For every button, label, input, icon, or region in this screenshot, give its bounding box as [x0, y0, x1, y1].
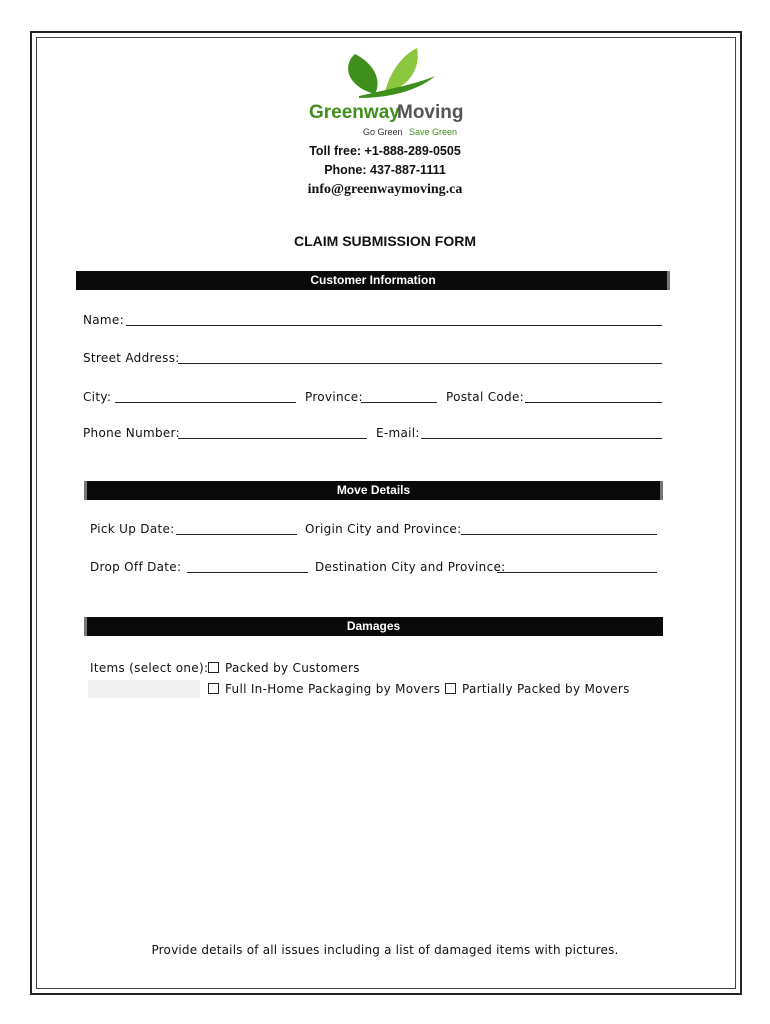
- name-field[interactable]: [126, 325, 662, 326]
- header-edge: [667, 271, 670, 290]
- pickup-date-label: Pick Up Date:: [90, 522, 175, 536]
- destination-field[interactable]: [497, 572, 657, 573]
- greenway-logo: [305, 46, 470, 141]
- checkbox-icon[interactable]: [208, 683, 219, 694]
- phone-number: Phone: 437-887-1111: [324, 163, 446, 177]
- phone-number-field[interactable]: [178, 438, 367, 439]
- dropoff-date-field[interactable]: [187, 572, 308, 573]
- move-details-header-text: Move Details: [336, 483, 411, 497]
- street-address-field[interactable]: [178, 363, 662, 364]
- toll-free-number: Toll free: +1-888-289-0505: [309, 144, 461, 158]
- header-edge: [660, 481, 663, 500]
- option-partially-packed[interactable]: [445, 682, 630, 696]
- page-border-inner: [36, 37, 736, 989]
- pickup-date-field[interactable]: [176, 534, 297, 535]
- damages-header-text: Damages: [346, 619, 401, 633]
- city-label: City:: [83, 390, 112, 404]
- origin-field[interactable]: [461, 534, 657, 535]
- option-packed-by-customers[interactable]: [208, 661, 360, 675]
- street-address-label: Street Address:: [83, 351, 180, 365]
- header-edge: [84, 617, 87, 636]
- email-field[interactable]: [421, 438, 662, 439]
- option-full-in-home-packaging[interactable]: [208, 682, 440, 696]
- phone-number-label: Phone Number:: [83, 426, 180, 440]
- checkbox-icon[interactable]: [208, 662, 219, 673]
- leaf-dark-icon: [348, 54, 377, 94]
- customer-info-header: [76, 271, 670, 290]
- logo-name-part1: Greenway: [309, 102, 400, 123]
- logo-tagline-part2: Save Green: [409, 127, 458, 137]
- items-select-label: Items (select one):: [90, 661, 209, 675]
- items-label-shade: [88, 680, 200, 698]
- province-label: Province:: [305, 390, 363, 404]
- option-packed-by-customers-label: Packed by Customers: [225, 661, 360, 675]
- postal-code-label: Postal Code:: [446, 390, 524, 404]
- province-field[interactable]: [361, 402, 437, 403]
- logo-name-part2: Moving: [397, 102, 464, 123]
- postal-code-field[interactable]: [525, 402, 662, 403]
- header-edge: [84, 481, 87, 500]
- option-full-in-home-packaging-label: Full In-Home Packaging by Movers: [225, 682, 441, 696]
- dropoff-date-label: Drop Off Date:: [90, 560, 182, 574]
- move-details-header: [84, 481, 663, 500]
- form-title: CLAIM SUBMISSION FORM: [294, 233, 476, 249]
- email-label: E-mail:: [376, 426, 420, 440]
- city-field[interactable]: [115, 402, 296, 403]
- name-label: Name:: [83, 313, 124, 327]
- checkbox-icon[interactable]: [445, 683, 456, 694]
- customer-info-header-text: Customer Information: [310, 273, 436, 287]
- footer-note: Provide details of all issues including a list of damaged items with pictures.: [151, 943, 619, 957]
- origin-label: Origin City and Province:: [305, 522, 462, 536]
- email-address: info@greenwaymoving.ca: [307, 182, 463, 197]
- logo-tagline-part1: Go Green: [363, 127, 403, 137]
- damages-header: [84, 617, 663, 636]
- option-partially-packed-label: Partially Packed by Movers: [462, 682, 630, 696]
- destination-label: Destination City and Province:: [315, 560, 506, 574]
